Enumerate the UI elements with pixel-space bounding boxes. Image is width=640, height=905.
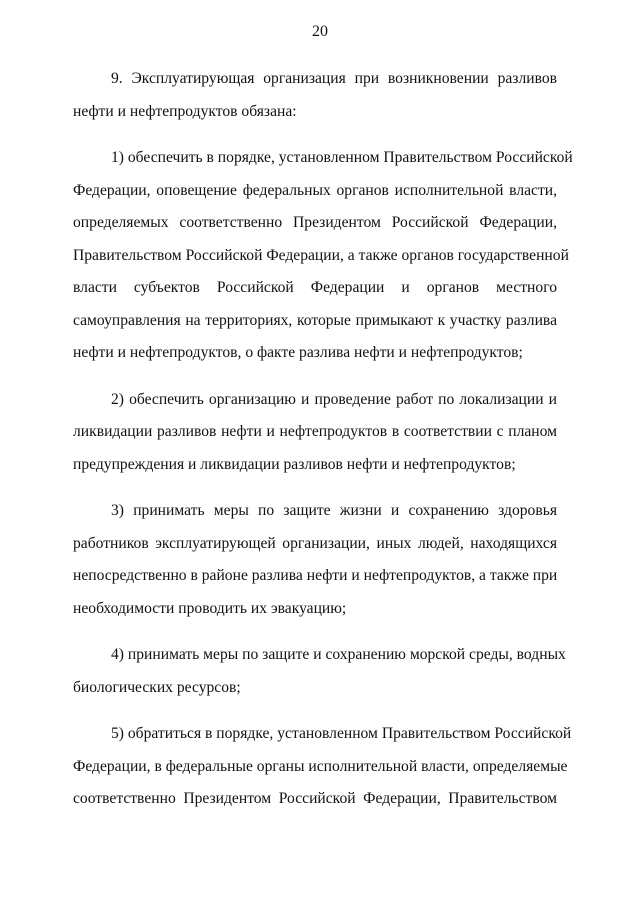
text-line: 3) принимать меры по защите жизни и сохранению здоровья xyxy=(111,502,557,519)
text-line: соответственно Президентом Российской Федерации, Правительством xyxy=(73,790,557,807)
text-line: биологических ресурсов; xyxy=(73,678,241,696)
paragraph-subitem-1 xyxy=(73,142,573,370)
text-line: определяемых соответственно Президентом Российской Федерации, xyxy=(73,214,557,231)
text-line: непосредственно в районе разлива нефти и нефтепродуктов, а также при xyxy=(73,567,558,584)
text-line: 4) принимать меры по защите и сохранению морской среды, водных xyxy=(111,646,566,663)
text-line: власти субъектов Российской Федерации и органов местного xyxy=(73,279,557,296)
text-line: нефти и нефтепродуктов обязана: xyxy=(73,102,297,120)
paragraph-subitem-4 xyxy=(73,639,566,704)
text-line: 5) обратиться в порядке, установленном Правительством Российской xyxy=(111,725,572,742)
paragraph-subitem-5 xyxy=(73,718,572,816)
text-line: необходимости проводить их эвакуацию; xyxy=(73,599,347,617)
text-line: Правительством Российской Федерации, а также органов государственной xyxy=(73,246,569,264)
text-line: Федерации, в федеральные органы исполнительной власти, определяемые xyxy=(73,757,568,775)
paragraph-item-9 xyxy=(73,63,557,128)
paragraph-subitem-2 xyxy=(73,384,557,482)
text-line: самоуправления на территориях, которые примыкают к участку разлива xyxy=(73,311,557,329)
text-line: 1) обеспечить в порядке, установленном Правительством Российской xyxy=(111,149,573,166)
text-line: 2) обеспечить организацию и проведение работ по локализации и xyxy=(111,390,557,408)
text-line: Федерации, оповещение федеральных органов исполнительной власти, xyxy=(73,181,557,199)
document-body xyxy=(73,63,573,830)
text-line: 9. Эксплуатирующая организация при возникновении разливов xyxy=(111,70,557,87)
text-line: предупреждения и ликвидации разливов нефти и нефтепродуктов; xyxy=(73,455,516,473)
paragraph-subitem-3 xyxy=(73,495,557,625)
page-number: 20 xyxy=(312,23,328,40)
text-line: ликвидации разливов нефти и нефтепродуктов в соответствии с планом xyxy=(73,423,557,440)
text-line: нефти и нефтепродуктов, о факте разлива нефти и нефтепродуктов; xyxy=(73,344,523,361)
text-line: работников эксплуатирующей организации, иных людей, находящихся xyxy=(73,534,557,552)
